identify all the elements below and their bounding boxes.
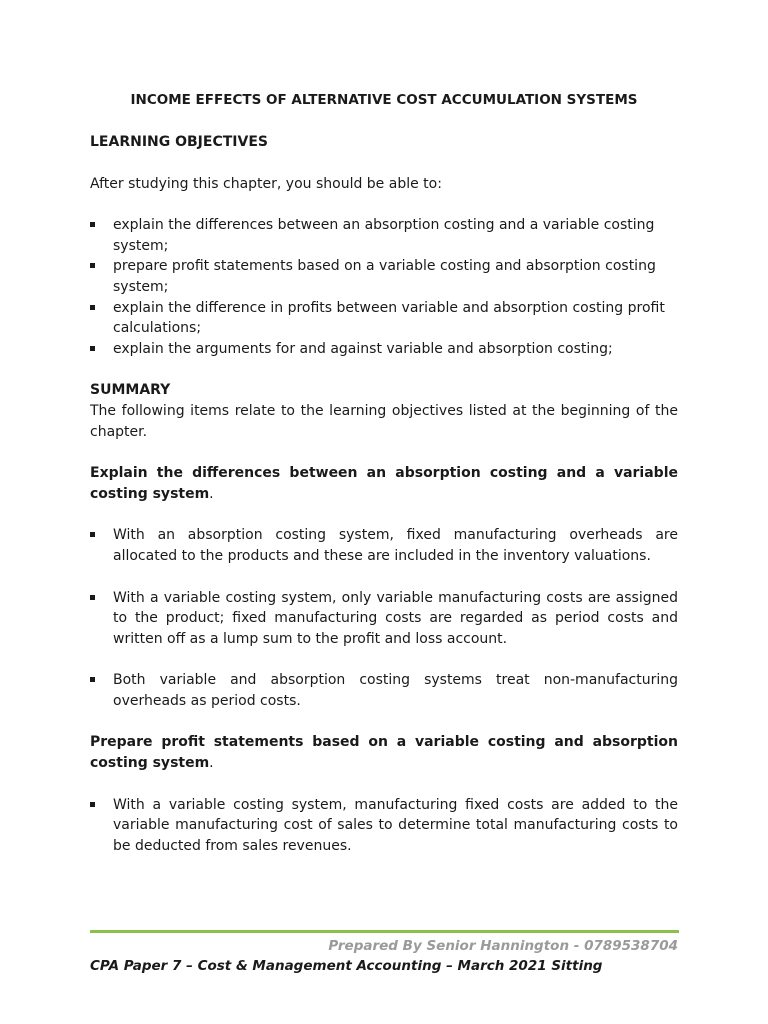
point-text: With an absorption costing system, fixed manufacturing overheads are allocated to the products and these are included in the inventory valuations.: [113, 527, 678, 564]
section1-heading-period: .: [209, 485, 214, 502]
point-text: With a variable costing system, only variable manufacturing costs are assigned to the product; fixed manufacturing costs are regarded as period costs and written off as a lump sum to the profit and loss account.: [113, 589, 678, 647]
bullet-icon: [90, 677, 95, 682]
point-text: Both variable and absorption costing systems treat non-manufacturing overheads as period costs.: [113, 672, 678, 709]
objective-text: prepare profit statements based on a variable costing and absorption costing system;: [113, 258, 656, 295]
objective-text: explain the arguments for and against variable and absorption costing;: [113, 340, 613, 357]
objective-text: explain the difference in profits between variable and absorption costing profit calculations;: [113, 299, 665, 337]
list-item: [90, 588, 678, 650]
section1-heading: [90, 463, 678, 504]
list-item: [90, 339, 678, 360]
footer-prepared-by: Prepared By Senior Hannington - 0789538704: [328, 938, 678, 954]
learning-objectives-heading: LEARNING OBJECTIVES: [90, 134, 268, 150]
objectives-list: [90, 215, 678, 359]
document-title: INCOME EFFECTS OF ALTERNATIVE COST ACCUMULATION SYSTEMS: [130, 92, 638, 108]
bullet-icon: [90, 802, 95, 807]
section2-heading-period: .: [209, 755, 214, 772]
footer-course-title: CPA Paper 7 – Cost & Management Accounting – March 2021 Sitting: [90, 958, 603, 974]
summary-text: The following items relate to the learning objectives listed at the beginning of the chapter.: [90, 402, 678, 440]
bullet-icon: [90, 222, 95, 227]
section2-heading-text: Prepare profit statements based on a variable costing and absorption costing system: [90, 734, 678, 772]
list-item: [90, 795, 678, 857]
bullet-icon: [90, 532, 95, 537]
point-text: With a variable costing system, manufacturing fixed costs are added to the variable manufacturing cost of sales to determine total manufacturing costs to be deducted from sales revenues.: [113, 796, 678, 854]
bullet-icon: [90, 346, 95, 351]
spacer: [90, 649, 678, 670]
bullet-icon: [90, 263, 95, 268]
intro-text: After studying this chapter, you should be able to:: [90, 175, 442, 192]
bullet-icon: [90, 305, 95, 310]
list-item: [90, 215, 678, 256]
section2-heading: [90, 732, 678, 773]
list-item: [90, 670, 678, 711]
section1-heading-text: Explain the differences between an absorption costing and a variable costing system: [90, 465, 678, 502]
bullet-icon: [90, 595, 95, 600]
document-page: [90, 90, 678, 856]
objective-text: explain the differences between an absorption costing and a variable costing system;: [113, 217, 655, 254]
list-item: [90, 256, 678, 297]
footer-divider: [90, 930, 679, 933]
section1-points: [90, 525, 678, 711]
spacer: [90, 567, 678, 588]
summary-heading: SUMMARY: [90, 382, 171, 399]
list-item: [90, 525, 678, 566]
list-item: [90, 298, 678, 339]
section2-points: [90, 795, 678, 857]
